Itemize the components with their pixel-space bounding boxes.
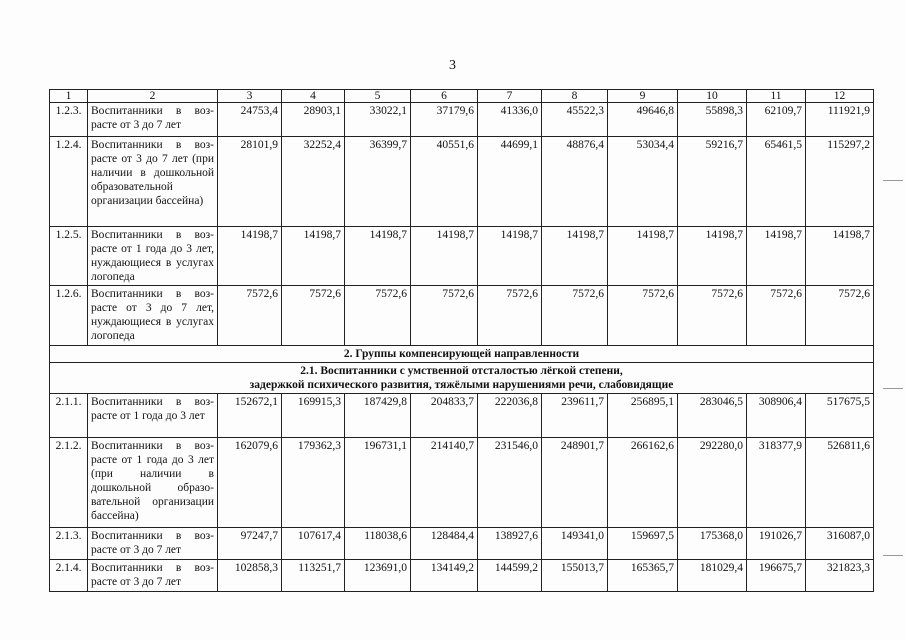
value-cell: 41336,0 [478,103,542,137]
value-cell: 181029,4 [678,560,747,592]
value-cell: 316087,0 [806,528,874,560]
value-cell: 149341,0 [542,528,608,560]
value-cell: 248901,7 [542,438,608,528]
value-cell: 191026,7 [747,528,806,560]
value-cell: 118038,6 [345,528,411,560]
value-cell: 321823,3 [806,560,874,592]
value-cell: 115297,2 [806,137,874,227]
value-cell: 266162,6 [608,438,678,528]
column-number: 2 [88,90,218,103]
value-cell: 14198,7 [542,227,608,286]
value-cell: 7572,6 [345,286,411,346]
row-code: 1.2.4. [50,137,88,227]
row-description: Воспитанники в возрасте от 3 до 7 лет, нуждающиеся в услугах логопеда [88,286,218,346]
value-cell: 44699,1 [478,137,542,227]
value-cell: 55898,3 [678,103,747,137]
value-cell: 65461,5 [747,137,806,227]
row-code: 1.2.6. [50,286,88,346]
value-cell: 7572,6 [542,286,608,346]
value-cell: 144599,2 [478,560,542,592]
value-cell: 14198,7 [806,227,874,286]
section-heading: 2. Группы компенсирующей направленности [50,346,874,363]
value-cell: 40551,6 [411,137,478,227]
row-description: Воспитанники в возрасте от 3 до 7 лет [88,560,218,592]
column-number: 12 [806,90,874,103]
value-cell: 97247,7 [218,528,282,560]
column-number: 1 [50,90,88,103]
margin-mark [883,388,903,389]
value-cell: 128484,4 [411,528,478,560]
margin-mark [883,180,903,181]
value-cell: 113251,7 [282,560,345,592]
value-cell: 7572,6 [218,286,282,346]
subsection-heading [50,363,874,394]
value-cell: 62109,7 [747,103,806,137]
column-number: 4 [282,90,345,103]
table-row [50,438,874,528]
value-cell: 7572,6 [478,286,542,346]
value-cell: 283046,5 [678,394,747,438]
table-row [50,137,874,227]
value-cell: 7572,6 [678,286,747,346]
margin-mark [883,555,903,556]
value-cell: 32252,4 [282,137,345,227]
value-cell: 175368,0 [678,528,747,560]
column-number: 3 [218,90,282,103]
subsection-line: задержкой психического развития, тяжёлыми нарушениями речи, слабовидящие [249,379,674,391]
value-cell: 231546,0 [478,438,542,528]
value-cell: 159697,5 [608,528,678,560]
value-cell: 14198,7 [608,227,678,286]
value-cell: 204833,7 [411,394,478,438]
column-number: 9 [608,90,678,103]
column-number: 11 [747,90,806,103]
value-cell: 179362,3 [282,438,345,528]
value-cell: 239611,7 [542,394,608,438]
column-number: 7 [478,90,542,103]
row-description: Воспитанники в возрасте от 3 до 7 лет [88,103,218,137]
table-row [50,227,874,286]
value-cell: 123691,0 [345,560,411,592]
value-cell: 48876,4 [542,137,608,227]
value-cell: 45522,3 [542,103,608,137]
value-cell: 526811,6 [806,438,874,528]
value-cell: 59216,7 [678,137,747,227]
column-number: 5 [345,90,411,103]
row-code: 1.2.3. [50,103,88,137]
value-cell: 7572,6 [608,286,678,346]
value-cell: 196675,7 [747,560,806,592]
value-cell: 318377,9 [747,438,806,528]
value-cell: 33022,1 [345,103,411,137]
value-cell: 134149,2 [411,560,478,592]
value-cell: 36399,7 [345,137,411,227]
value-cell: 155013,7 [542,560,608,592]
value-cell: 14198,7 [747,227,806,286]
value-cell: 14198,7 [678,227,747,286]
row-description: Воспитанники в возрасте от 3 до 7 лет [88,528,218,560]
value-cell: 7572,6 [747,286,806,346]
value-cell: 292280,0 [678,438,747,528]
table-row [50,528,874,560]
row-description: Воспитанники в возрасте от 1 года до 3 лет (при наличии в дошкольной образовательной организации бассейна) [88,438,218,528]
value-cell: 37179,6 [411,103,478,137]
value-cell: 7572,6 [411,286,478,346]
subsection-row [50,363,874,394]
row-code: 2.1.3. [50,528,88,560]
row-description: Воспитанники в возрасте от 1 года до 3 лет, нуждающиеся в услугах логопеда [88,227,218,286]
value-cell: 111921,9 [806,103,874,137]
value-cell: 7572,6 [806,286,874,346]
table-row [50,394,874,438]
row-description: Воспитанники в возрасте от 3 до 7 лет (при наличии в дошкольной образовательной организации бассейна) [88,137,218,227]
column-number: 8 [542,90,608,103]
value-cell: 49646,8 [608,103,678,137]
value-cell: 28101,9 [218,137,282,227]
value-cell: 14198,7 [345,227,411,286]
row-code: 2.1.4. [50,560,88,592]
row-code: 2.1.1. [50,394,88,438]
row-code: 1.2.5. [50,227,88,286]
column-number: 10 [678,90,747,103]
value-cell: 102858,3 [218,560,282,592]
value-cell: 165365,7 [608,560,678,592]
value-cell: 7572,6 [282,286,345,346]
value-cell: 138927,6 [478,528,542,560]
value-cell: 152672,1 [218,394,282,438]
value-cell: 162079,6 [218,438,282,528]
value-cell: 28903,1 [282,103,345,137]
value-cell: 14198,7 [478,227,542,286]
value-cell: 14198,7 [282,227,345,286]
table-row [50,103,874,137]
value-cell: 24753,4 [218,103,282,137]
value-cell: 107617,4 [282,528,345,560]
value-cell: 517675,5 [806,394,874,438]
row-description: Воспитанники в возрасте от 1 года до 3 лет [88,394,218,438]
value-cell: 196731,1 [345,438,411,528]
value-cell: 308906,4 [747,394,806,438]
table-row [50,560,874,592]
section-row [50,346,874,363]
table-row [50,286,874,346]
tariff-table [49,89,874,592]
value-cell: 169915,3 [282,394,345,438]
value-cell: 187429,8 [345,394,411,438]
row-code: 2.1.2. [50,438,88,528]
value-cell: 222036,8 [478,394,542,438]
page-number: 3 [449,58,456,73]
value-cell: 214140,7 [411,438,478,528]
column-number-row [50,90,874,103]
value-cell: 14198,7 [411,227,478,286]
subsection-line: 2.1. Воспитанники с умственной отсталостью лёгкой степени, [300,365,623,377]
value-cell: 53034,4 [608,137,678,227]
value-cell: 14198,7 [218,227,282,286]
value-cell: 256895,1 [608,394,678,438]
column-number: 6 [411,90,478,103]
